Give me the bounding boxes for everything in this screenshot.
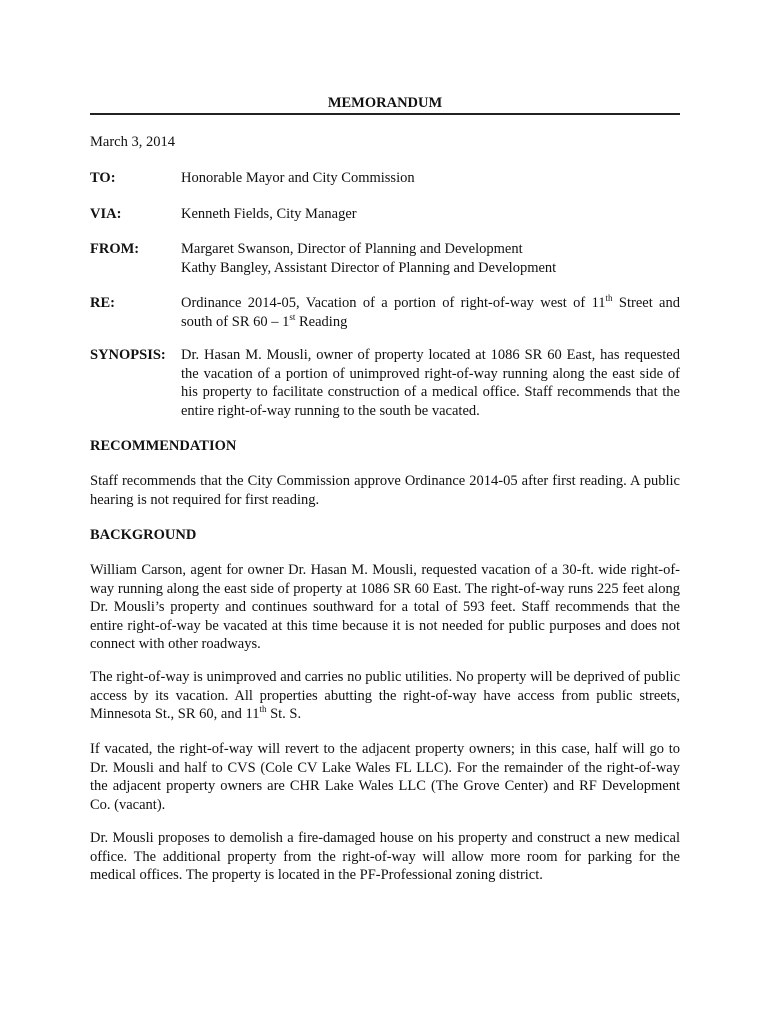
synopsis-text: Dr. Hasan M. Mousli, owner of property located at 1086 SR 60 East, has requested the vacation of a portion of unimproved right-of-way running along the east side of his property to facilitate construction of a medical office. Staff recommends that the entire right-of-way running to the south be vacated. (181, 347, 680, 419)
re-label: RE: (90, 295, 115, 311)
background-paragraph-2 (90, 668, 680, 724)
background-paragraph-2-text-1: The right-of-way is unimproved and carries no public utilities. No property will be deprived of public access by its vacation. All properties abutting the right-of-way have access from public streets, Minnesota St., SR 60, and 11 (90, 669, 680, 722)
via-value: Kenneth Fields, City Manager (181, 206, 357, 222)
from-value (181, 240, 680, 277)
re-text-1: Ordinance 2014-05, Vacation of a portion of right-of-way west of 11 (181, 295, 606, 311)
synopsis-label: SYNOPSIS: (90, 347, 166, 363)
background-paragraph-1: William Carson, agent for owner Dr. Hasan M. Mousli, requested vacation of a 30-ft. wide right-of-way running along the east side of property at 1086 SR 60 East. The right-of-way runs 225 feet along Dr. Mousli’s property and continues southward for a total of 593 feet. Staff recommends that the entire right-of-way be vacated at this time because it is not needed for public purposes and does not connect with other roadways. (90, 562, 680, 652)
recommendation-heading: RECOMMENDATION (90, 438, 237, 454)
background-paragraph-2-text-2: St. S. (266, 706, 302, 722)
background-paragraph-3: If vacated, the right-of-way will revert to the adjacent property owners; in this case, half will go to Dr. Mousli and half to CVS (Cole CV Lake Wales FL LLC). For the remainder of the right-of-way the adjacent property owners are CHR Lake Wales LLC (The Grove Center) and RF Development Co. (vacant). (90, 741, 680, 813)
re-text-3: Reading (295, 313, 348, 330)
recommendation-text: Staff recommends that the City Commission approve Ordinance 2014-05 after first reading. A public hearing is not required for first reading. (90, 473, 680, 508)
background-paragraph-2-sup: th (259, 704, 267, 715)
to-value: Honorable Mayor and City Commission (181, 170, 415, 186)
memo-date: March 3, 2014 (90, 134, 175, 150)
to-label: TO: (90, 170, 116, 186)
background-heading: BACKGROUND (90, 527, 197, 543)
from-label: FROM: (90, 241, 140, 257)
title-rule (90, 113, 680, 115)
re-sup-2: st (289, 311, 296, 322)
memo-title: MEMORANDUM (327, 95, 443, 111)
re-text-2: Street and south of SR 60 – 1 (181, 295, 680, 330)
re-sup-1: th (605, 293, 613, 304)
background-paragraph-4: Dr. Mousli proposes to demolish a fire-damaged house on his property and construct a new medical office. The additional property from the right-of-way will allow more room for parking for the medical offices. The property is located in the PF-Professional zoning district. (90, 830, 680, 883)
from-line-1: Margaret Swanson, Director of Planning and Development (181, 241, 523, 257)
from-line-2: Kathy Bangley, Assistant Director of Planning and Development (181, 259, 557, 276)
re-value (181, 294, 680, 331)
via-label: VIA: (90, 206, 122, 222)
